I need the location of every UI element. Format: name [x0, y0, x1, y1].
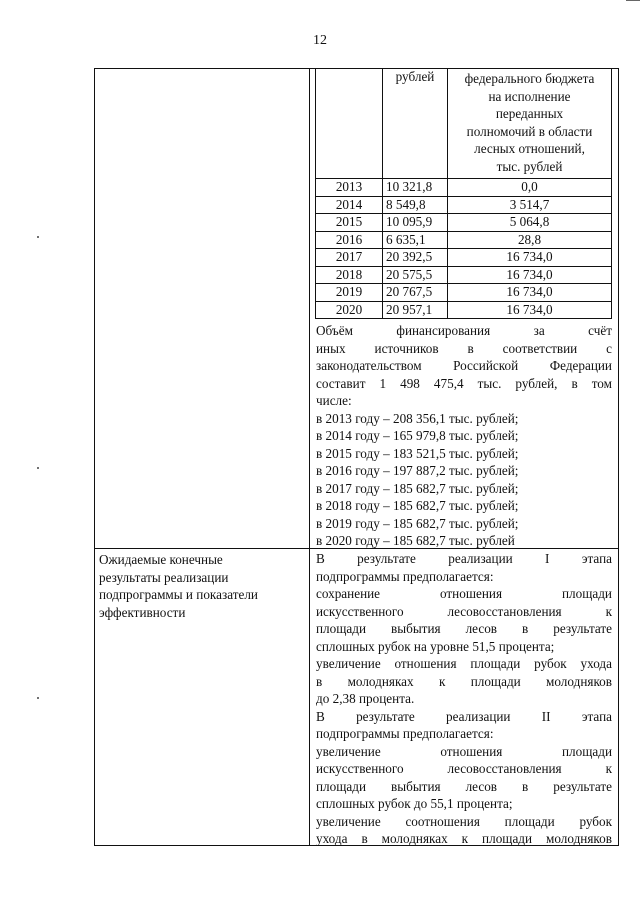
funding-year-line: в 2015 году – 183 521,5 тыс. рублей; [316, 445, 519, 461]
value-cell: 10 321,8 [383, 179, 448, 197]
value-cell: 20 392,5 [383, 249, 448, 267]
scan-dot [37, 697, 39, 699]
funding-year-line: в 2019 году – 185 682,7 тыс. рублей; [316, 515, 519, 531]
header-year-cell [316, 68, 383, 179]
results-line: искусственного лесовосстановления к [316, 761, 612, 776]
value-cell: 10 095,9 [383, 214, 448, 232]
results-line: В результате реализации I этапа [316, 551, 612, 566]
scan-dot [37, 236, 39, 238]
table-row [316, 231, 612, 249]
year-cell: 2019 [316, 284, 383, 302]
value-cell: 28,8 [448, 231, 612, 249]
label-line: Ожидаемые конечные [99, 552, 223, 567]
year-cell: 2020 [316, 301, 383, 319]
table-header-row [316, 68, 612, 179]
header-col3-line: переданных [495, 106, 564, 121]
results-line: площади выбытия лесов в результате [316, 621, 612, 636]
value-cell: 0,0 [448, 179, 612, 197]
table-row [316, 249, 612, 267]
funding-year-line: в 2013 году – 208 356,1 тыс. рублей; [316, 410, 519, 426]
year-cell: 2016 [316, 231, 383, 249]
results-line: сплошных рубок до 55,1 процента; [316, 796, 513, 811]
year-cell: 2015 [316, 214, 383, 232]
funding-year-line: в 2020 году – 185 682,7 тыс. рублей [316, 533, 515, 548]
funding-intro-line: числе: [316, 393, 352, 408]
header-col3-line: на исполнение [488, 88, 571, 104]
results-line: ухода в молодняках к площади молодняков [316, 831, 612, 846]
results-line: увеличение соотношения площади рубок [316, 813, 612, 829]
funding-intro-line: иных источников в соответствии с [316, 340, 612, 356]
funding-intro-line: законодательством Российской Федерации [316, 358, 612, 373]
table-row [316, 284, 612, 302]
table-row [316, 214, 612, 232]
value-cell: 8 549,8 [383, 196, 448, 214]
header-col3-line: лесных отношений, [474, 141, 585, 156]
header-col3-line: тыс. рублей [496, 158, 563, 174]
value-cell: 20 767,5 [383, 284, 448, 302]
header-col3 [448, 68, 612, 179]
value-cell: 6 635,1 [383, 231, 448, 249]
expected-results-text [316, 550, 612, 848]
funding-year-line: в 2017 году – 185 682,7 тыс. рублей; [316, 480, 519, 496]
results-line: до 2,38 процента. [316, 691, 415, 706]
value-cell: 16 734,0 [448, 266, 612, 284]
header-col2: рублей [383, 68, 448, 179]
funding-other-sources [316, 322, 612, 550]
label-line: результаты реализации [99, 569, 229, 585]
funding-year-line: в 2016 году – 197 887,2 тыс. рублей; [316, 463, 519, 478]
funding-year-line: в 2018 году – 185 682,7 тыс. рублей; [316, 498, 519, 513]
label-line: эффективности [99, 604, 186, 620]
year-cell: 2017 [316, 249, 383, 267]
table-row [316, 196, 612, 214]
year-cell: 2014 [316, 196, 383, 214]
results-line: в молодняках к площади молодняков [316, 673, 612, 689]
funding-year-line: в 2014 году – 165 979,8 тыс. рублей; [316, 428, 519, 443]
header-col3-line: федерального бюджета [464, 71, 595, 86]
results-line: сплошных рубок на уровне 51,5 процента; [316, 638, 555, 654]
scan-dot [37, 467, 39, 469]
page-number: 12 [313, 33, 327, 48]
value-cell: 20 575,5 [383, 266, 448, 284]
results-line: увеличение отношения площади рубок ухода [316, 656, 612, 671]
table-row [316, 301, 612, 319]
scan-mark [626, 0, 640, 1]
results-line: площади выбытия лесов в результате [316, 778, 612, 794]
table-row [316, 179, 612, 197]
results-line: В результате реализации II этапа [316, 708, 612, 724]
results-line: увеличение отношения площади [316, 743, 612, 759]
funding-table [315, 68, 612, 319]
value-cell: 16 734,0 [448, 284, 612, 302]
value-cell: 16 734,0 [448, 249, 612, 267]
funding-intro-line: Объём финансирования за счёт [316, 323, 612, 338]
results-line: искусственного лесовосстановления к [316, 603, 612, 619]
expected-results-label [99, 551, 299, 621]
results-line: подпрограммы предполагается: [316, 726, 494, 741]
value-cell: 5 064,8 [448, 214, 612, 232]
value-cell: 20 957,1 [383, 301, 448, 319]
column-divider [309, 68, 310, 846]
label-line: подпрограммы и показатели [99, 587, 258, 602]
header-col3-line: полномочий в области [466, 123, 593, 139]
value-cell: 3 514,7 [448, 196, 612, 214]
year-cell: 2018 [316, 266, 383, 284]
value-cell: 16 734,0 [448, 301, 612, 319]
table-row [316, 266, 612, 284]
funding-intro-line: составит 1 498 475,4 тыс. рублей, в том [316, 375, 612, 391]
results-line: подпрограммы предполагается: [316, 568, 494, 584]
results-line: сохранение отношения площади [316, 586, 612, 601]
year-cell: 2013 [316, 179, 383, 197]
